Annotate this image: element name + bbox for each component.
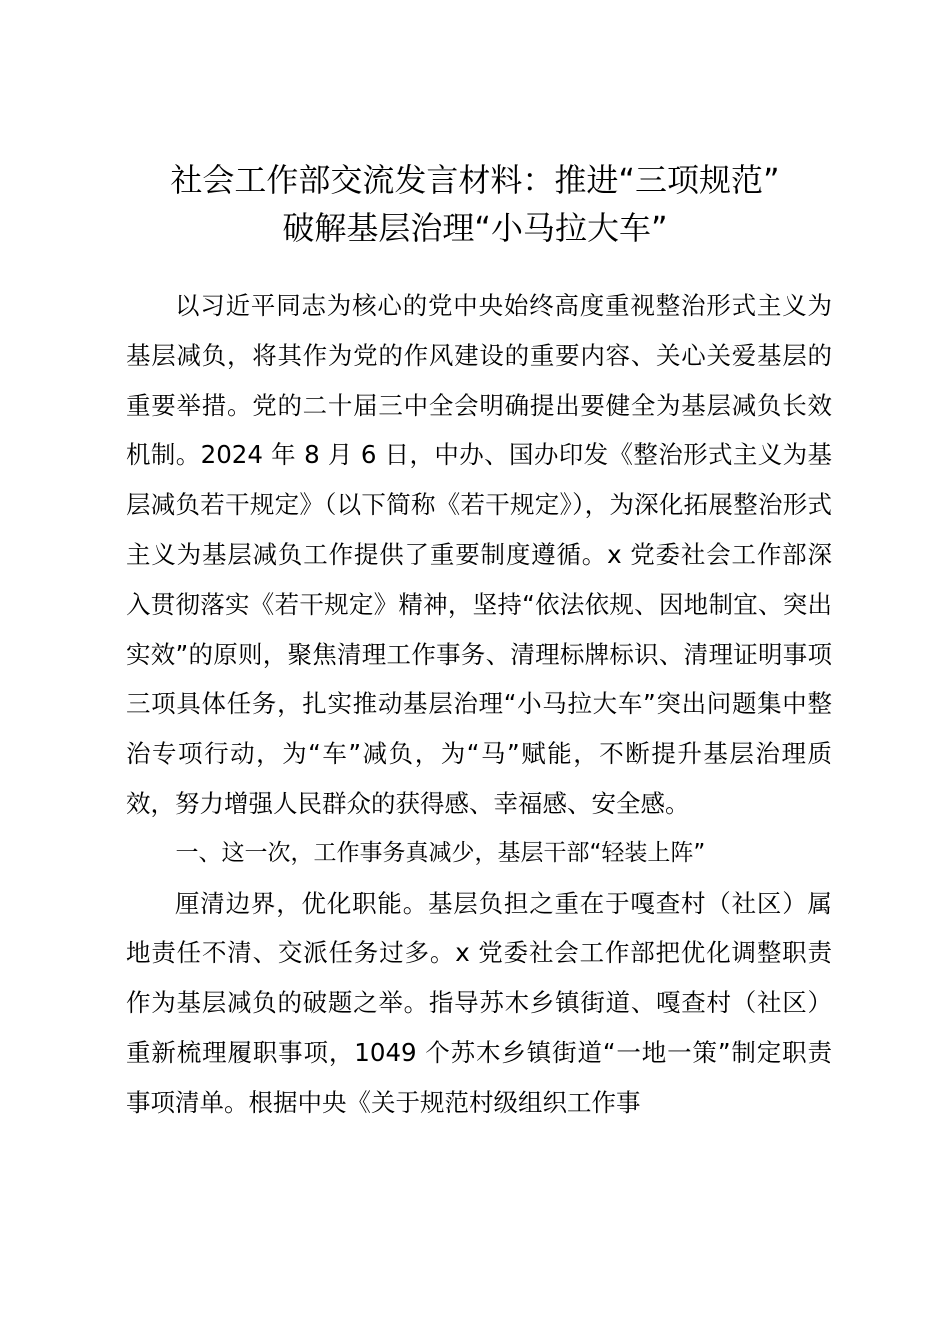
section-heading-1: 一、这一次，工作事务真减少，基层干部“轻装上阵” xyxy=(175,839,706,866)
title-line-1: 社会工作部交流发言材料：推进“三项规范” xyxy=(170,161,780,199)
paragraph-section1: 厘清边界，优化职能。基层负担之重在于嘎查村（社区）属地责任不清、交派任务过多。x 党委社会工作部把优化调整职责作为基层减负的破题之举。指导苏木乡镇街道、嘎查村（社区）重新梳理履职事项，1049 个苏木乡镇街道“一地一策”制定职责事项清单。根据中央《关于规范村级组织工作事 xyxy=(126,888,832,1117)
document-body xyxy=(126,281,832,1128)
title-line-2: 破解基层治理“小马拉大车” xyxy=(282,209,668,247)
paragraph-intro: 以习近平同志为核心的党中央始终高度重视整治形式主义为基层减负，将其作为党的作风建设的重要内容、关心关爱基层的重要举措。党的二十届三中全会明确提出要健全为基层减负长效机制。2024 年 8 月 6 日，中办、国办印发《整治形式主义为基层减负若干规定》（以下简称《若干规定》），为深化拓展整治形式主义为基层减负工作提供了重要制度遵循。x 党委社会工作部深入贯彻落实《若干规定》精神，坚持“依法依规、因地制宜、突出实效”的原则，聚焦清理工作事务、清理标牌标识、清理证明事项三项具体任务，扎实推动基层治理“小马拉大车”突出问题集中整治专项行动，为“车”减负，为“马”赋能，不断提升基层治理质效，努力增强人民群众的获得感、幸福感、安全感。 xyxy=(126,291,832,818)
document-title xyxy=(100,156,850,252)
